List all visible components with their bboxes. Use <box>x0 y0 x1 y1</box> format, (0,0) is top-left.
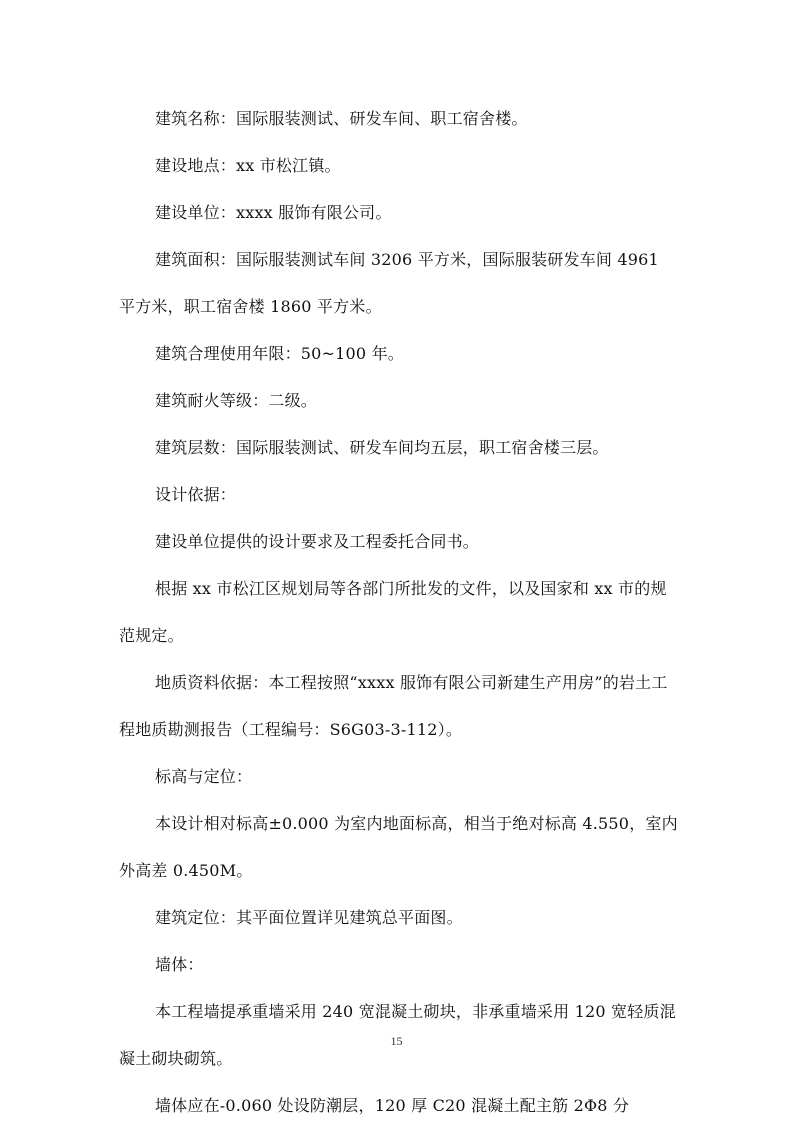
paragraph-design-requirements: 建设单位提供的设计要求及工程委托合同书。 <box>155 532 480 551</box>
paragraph-floors: 建筑层数：国际服装测试、研发车间均五层，职工宿舍楼三层。 <box>155 438 609 457</box>
paragraph-geology-basis: 地质资料依据：本工程按照“xxxx 服饰有限公司新建生产用房”的岩土工程地质勘测报告（工程编号：S6G03-3-112）。 <box>119 673 668 739</box>
paragraph-building-name: 建筑名称：国际服装测试、研发车间、职工宿舍楼。 <box>155 109 528 128</box>
paragraph-construction-site: 建设地点：xx 市松江镇。 <box>155 156 341 175</box>
heading-walls: 墙体： <box>155 955 204 974</box>
paragraph-planning-documents: 根据 xx 市松江区规划局等各部门所批发的文件，以及国家和 xx 市的规范规定。 <box>119 579 667 645</box>
heading-elevation-positioning: 标高与定位： <box>155 767 253 786</box>
paragraph-service-life: 建筑合理使用年限：50~100 年。 <box>155 344 404 363</box>
heading-design-basis: 设计依据： <box>155 485 237 504</box>
document-body <box>119 95 679 1129</box>
paragraph-construction-unit: 建设单位：xxxx 服饰有限公司。 <box>155 203 392 222</box>
paragraph-building-positioning: 建筑定位：其平面位置详见建筑总平面图。 <box>155 908 463 927</box>
paragraph-fire-rating: 建筑耐火等级：二级。 <box>155 391 318 410</box>
paragraph-wall-materials: 本工程墙提承重墙采用 240 宽混凝土砌块，非承重墙采用 120 宽轻质混凝土砌块砌筑。 <box>119 1002 676 1068</box>
paragraph-damp-proof-layer: 墙体应在-0.060 处设防潮层，120 厚 C20 混凝土配主筋 2Φ8 分 <box>155 1096 630 1115</box>
paragraph-relative-elevation: 本设计相对标高±0.000 为室内地面标高，相当于绝对标高 4.550，室内外高差 0.450M。 <box>119 814 678 880</box>
paragraph-building-area: 建筑面积：国际服装测试车间 3206 平方米，国际服装研发车间 4961 平方米，职工宿舍楼 1860 平方米。 <box>119 250 659 316</box>
page-number: 15 <box>390 1034 403 1048</box>
